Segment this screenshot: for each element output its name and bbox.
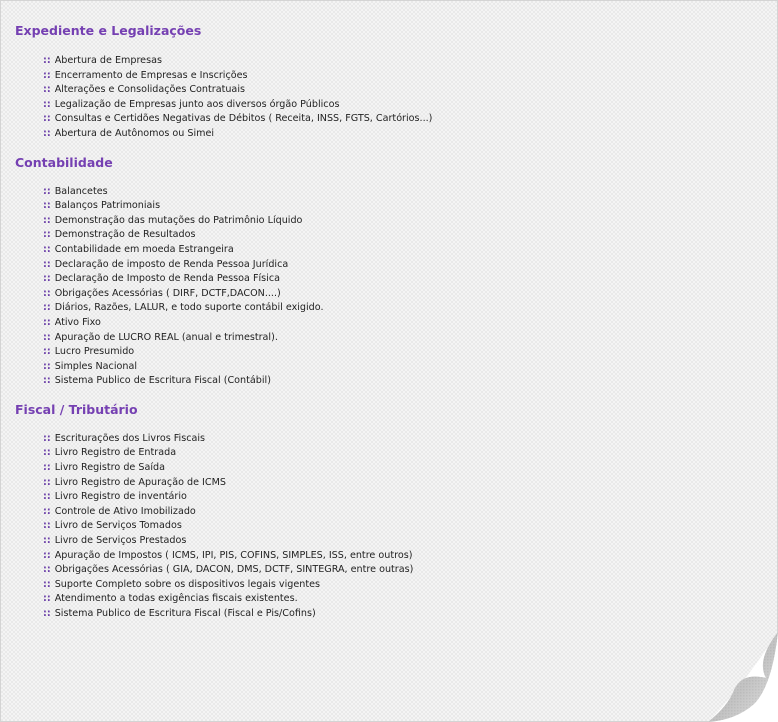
list-item: [43, 301, 755, 316]
bullet-icon: ::: [43, 564, 51, 576]
bullet-icon: ::: [43, 113, 51, 125]
list-item-label: Legalização de Empresas junto aos diversos órgão Públicos: [54, 98, 340, 110]
bullet-icon: ::: [43, 331, 51, 343]
section-2: [15, 401, 755, 622]
bullet-icon: ::: [43, 302, 51, 314]
list-item-label: Consultas e Certidões Negativas de Débitos ( Receita, INSS, FGTS, Cartórios...): [54, 113, 433, 125]
service-list: [43, 54, 755, 142]
list-item-label: Diários, Razões, LALUR, e todo suporte contábil exigido.: [54, 302, 324, 314]
list-item-label: Apuração de Impostos ( ICMS, IPI, PIS, COFINS, SIMPLES, ISS, entre outros): [54, 549, 413, 561]
list-item: [43, 360, 755, 375]
list-item-label: Apuração de LUCRO REAL (anual e trimestral).: [54, 331, 278, 343]
list-item-label: Suporte Completo sobre os dispositivos legais vigentes: [54, 578, 321, 590]
bullet-icon: ::: [43, 84, 51, 96]
bullet-icon: ::: [43, 432, 51, 444]
list-item-label: Simples Nacional: [54, 360, 137, 372]
bullet-icon: ::: [43, 55, 51, 66]
bullet-icon: ::: [43, 316, 51, 328]
bullet-icon: ::: [43, 578, 51, 590]
list-item: [43, 287, 755, 302]
list-item: [43, 83, 755, 98]
list-item: [43, 505, 755, 520]
list-item: [43, 54, 755, 69]
bullet-icon: ::: [43, 505, 51, 517]
list-item: [43, 432, 755, 447]
service-list: [43, 185, 755, 389]
bullet-icon: ::: [43, 98, 51, 110]
list-item-label: Alterações e Consolidações Contratuais: [54, 84, 245, 96]
list-item-label: Livro de Serviços Tomados: [54, 520, 182, 532]
list-item-label: Ativo Fixo: [54, 316, 101, 328]
bullet-icon: ::: [43, 462, 51, 474]
list-item: [43, 69, 755, 84]
list-item-label: Declaração de imposto de Renda Pessoa Jurídica: [54, 258, 289, 270]
list-item-label: Demonstração das mutações do Patrimônio Líquido: [54, 214, 303, 226]
list-item: [43, 331, 755, 346]
list-item: [43, 476, 755, 491]
list-item: [43, 243, 755, 258]
section-title: Expediente e Legalizações: [15, 23, 202, 38]
section-title: Fiscal / Tributário: [15, 401, 138, 417]
list-item: [43, 316, 755, 331]
list-item: [43, 549, 755, 564]
list-item-label: Escriturações dos Livros Fiscais: [54, 432, 206, 444]
list-item-label: Balancetes: [54, 185, 108, 197]
bullet-icon: ::: [43, 375, 51, 387]
bullet-icon: ::: [43, 360, 51, 372]
bullet-icon: ::: [43, 491, 51, 503]
list-item-label: Obrigações Acessórias ( DIRF, DCTF,DACON....): [54, 287, 281, 299]
list-item-label: Controle de Ativo Imobilizado: [54, 505, 196, 517]
list-item-label: Balanços Patrimoniais: [54, 200, 161, 212]
list-item-label: Contabilidade em moeda Estrangeira: [54, 243, 234, 255]
list-item-label: Sistema Publico de Escritura Fiscal (Contábil): [54, 375, 271, 387]
list-item: [43, 258, 755, 273]
list-item: [43, 199, 755, 214]
list-item-label: Abertura de Empresas: [54, 55, 162, 66]
list-item-label: Abertura de Autônomos ou Simei: [54, 127, 215, 139]
list-item-label: Declaração de Imposto de Renda Pessoa Física: [54, 273, 280, 285]
list-item-label: Livro Registro de inventário: [54, 491, 187, 503]
bullet-icon: ::: [43, 200, 51, 212]
section-1: [15, 154, 755, 389]
list-item: [43, 578, 755, 593]
list-item-label: Demonstração de Resultados: [54, 229, 196, 241]
list-item: [43, 534, 755, 549]
list-item: [43, 563, 755, 578]
list-item: [43, 98, 755, 113]
list-item: [43, 607, 755, 622]
list-item: [43, 461, 755, 476]
bullet-icon: ::: [43, 593, 51, 605]
section-title: Contabilidade: [15, 154, 113, 170]
list-item: [43, 127, 755, 142]
list-item: [43, 228, 755, 243]
services-content: [15, 22, 755, 634]
list-item-label: Obrigações Acessórias ( GIA, DACON, DMS, DCTF, SINTEGRA, entre outras): [54, 564, 414, 576]
list-item: [43, 519, 755, 534]
bullet-icon: ::: [43, 273, 51, 285]
list-item: [43, 345, 755, 360]
list-item: [43, 214, 755, 229]
bullet-icon: ::: [43, 346, 51, 358]
bullet-icon: ::: [43, 549, 51, 561]
list-item: [43, 185, 755, 200]
bullet-icon: ::: [43, 185, 51, 197]
list-item: [43, 592, 755, 607]
bullet-icon: ::: [43, 608, 51, 619]
bullet-icon: ::: [43, 229, 51, 241]
list-item-label: Livro Registro de Entrada: [54, 447, 177, 459]
bullet-icon: ::: [43, 127, 51, 139]
list-item: [43, 490, 755, 505]
list-item-label: Sistema Publico de Escritura Fiscal (Fiscal e Pis/Cofins): [54, 608, 316, 619]
section-0: [15, 22, 755, 142]
list-item-label: Atendimento a todas exigências fiscais existentes.: [54, 593, 298, 605]
list-item: [43, 374, 755, 389]
service-list: [43, 432, 755, 622]
page-curl-corner: [668, 632, 778, 722]
list-item-label: Lucro Presumido: [54, 346, 135, 358]
list-item: [43, 272, 755, 287]
bullet-icon: ::: [43, 520, 51, 532]
list-item: [43, 112, 755, 127]
bullet-icon: ::: [43, 535, 51, 547]
bullet-icon: ::: [43, 69, 51, 81]
bullet-icon: ::: [43, 243, 51, 255]
list-item-label: Livro Registro de Saída: [54, 462, 165, 474]
bullet-icon: ::: [43, 258, 51, 270]
list-item-label: Livro de Serviços Prestados: [54, 535, 187, 547]
bullet-icon: ::: [43, 476, 51, 488]
bullet-icon: ::: [43, 214, 51, 226]
list-item-label: Livro Registro de Apuração de ICMS: [54, 476, 226, 488]
list-item: [43, 446, 755, 461]
bullet-icon: ::: [43, 287, 51, 299]
bullet-icon: ::: [43, 447, 51, 459]
list-item-label: Encerramento de Empresas e Inscrições: [54, 69, 248, 81]
